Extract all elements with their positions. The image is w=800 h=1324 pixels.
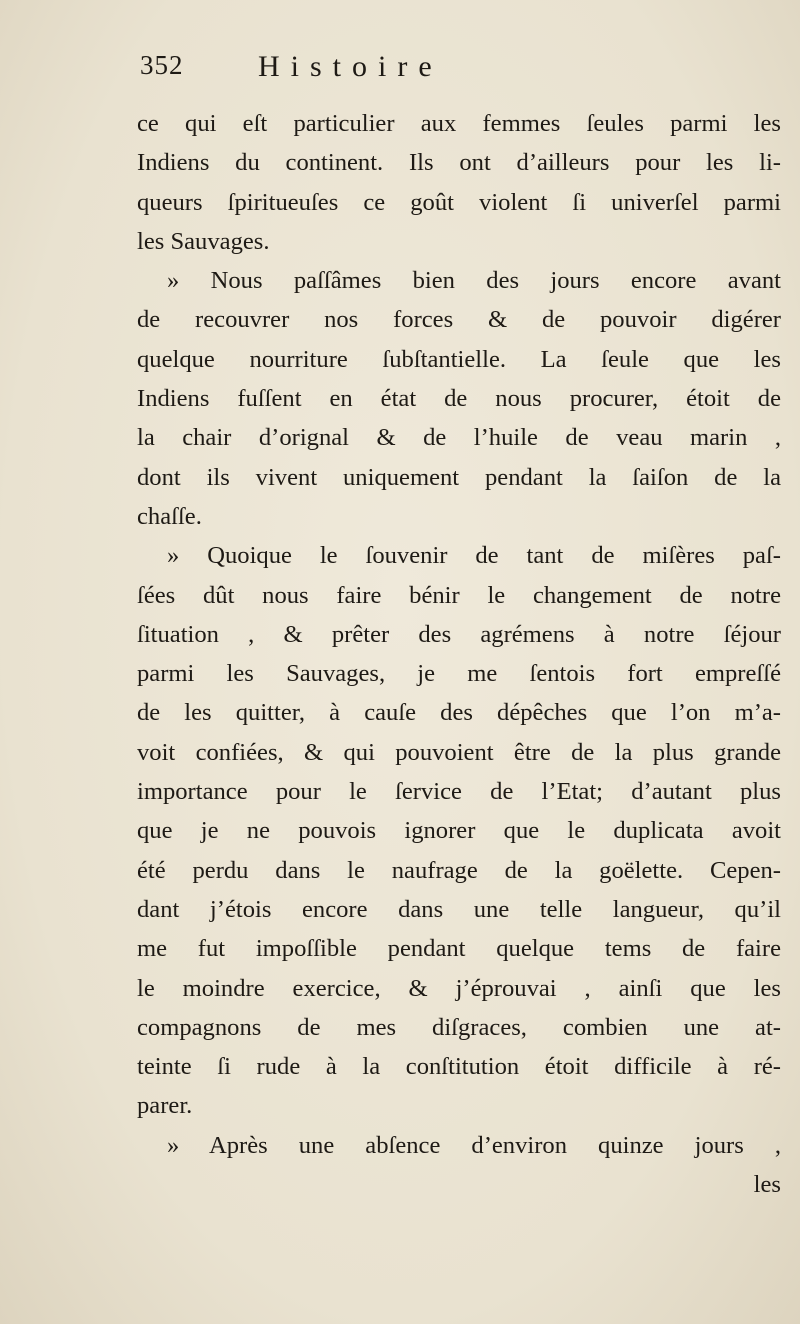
text-line: le moindre exercice, & j’éprouvai , ainſi que les [137, 974, 781, 1002]
text-line: queurs ſpiritueuſes ce goût violent ſi univerſel parmi [137, 188, 781, 216]
text-line: quelque nourriture ſubſtantielle. La ſeule que les [137, 345, 781, 373]
catchword: les [753, 1171, 781, 1199]
text-line: me fut impoſſible pendant quelque tems de faire [137, 935, 781, 963]
text-line: parmi les Sauvages, je me ſentois fort empreſſé [137, 660, 781, 688]
body-text [137, 104, 781, 1204]
text-line: de les quitter, à cauſe des dépêches que l’on m’a- [137, 699, 781, 727]
text-line: » Quoique le ſouvenir de tant de miſères paſ- [167, 542, 781, 570]
text-line: de recouvrer nos forces & de pouvoir digérer [137, 306, 781, 334]
text-line: chaſſe. [137, 502, 202, 530]
text-line: voit confiées, & qui pouvoient être de la plus grande [137, 738, 781, 766]
text-line: la chair d’orignal & de l’huile de veau marin , [137, 424, 781, 452]
running-title: Histoire [258, 50, 443, 83]
text-line: ſées dût nous faire bénir le changement de notre [137, 581, 781, 609]
text-line: les Sauvages. [137, 227, 270, 255]
text-line: été perdu dans le naufrage de la goëlette. Cepen- [137, 856, 781, 884]
text-line: Indiens fuſſent en état de nous procurer, étoit de [137, 385, 781, 413]
text-line: ſituation , & prêter des agrémens à notre ſéjour [137, 620, 781, 648]
text-line: importance pour le ſervice de l’Etat; d’autant plus [137, 778, 781, 806]
text-line: teinte ſi rude à la conſtitution étoit difficile à ré- [137, 1053, 781, 1081]
text-line: dant j’étois encore dans une telle langueur, qu’il [137, 895, 781, 923]
page-header [140, 50, 660, 94]
page-number: 352 [140, 50, 184, 80]
text-line: » Nous paſſâmes bien des jours encore avant [167, 267, 781, 295]
text-line: que je ne pouvois ignorer que le duplicata avoit [137, 817, 781, 845]
text-line: Indiens du continent. Ils ont d’ailleurs pour les li- [137, 149, 781, 177]
text-line: dont ils vivent uniquement pendant la ſaiſon de la [137, 463, 781, 491]
text-line: compagnons de mes diſgraces, combien une at- [137, 1013, 781, 1041]
text-line: ce qui eſt particulier aux femmes ſeules parmi les [137, 110, 781, 137]
text-line: » Après une abſence d’environ quinze jours , [167, 1131, 781, 1159]
text-line: parer. [137, 1092, 193, 1120]
